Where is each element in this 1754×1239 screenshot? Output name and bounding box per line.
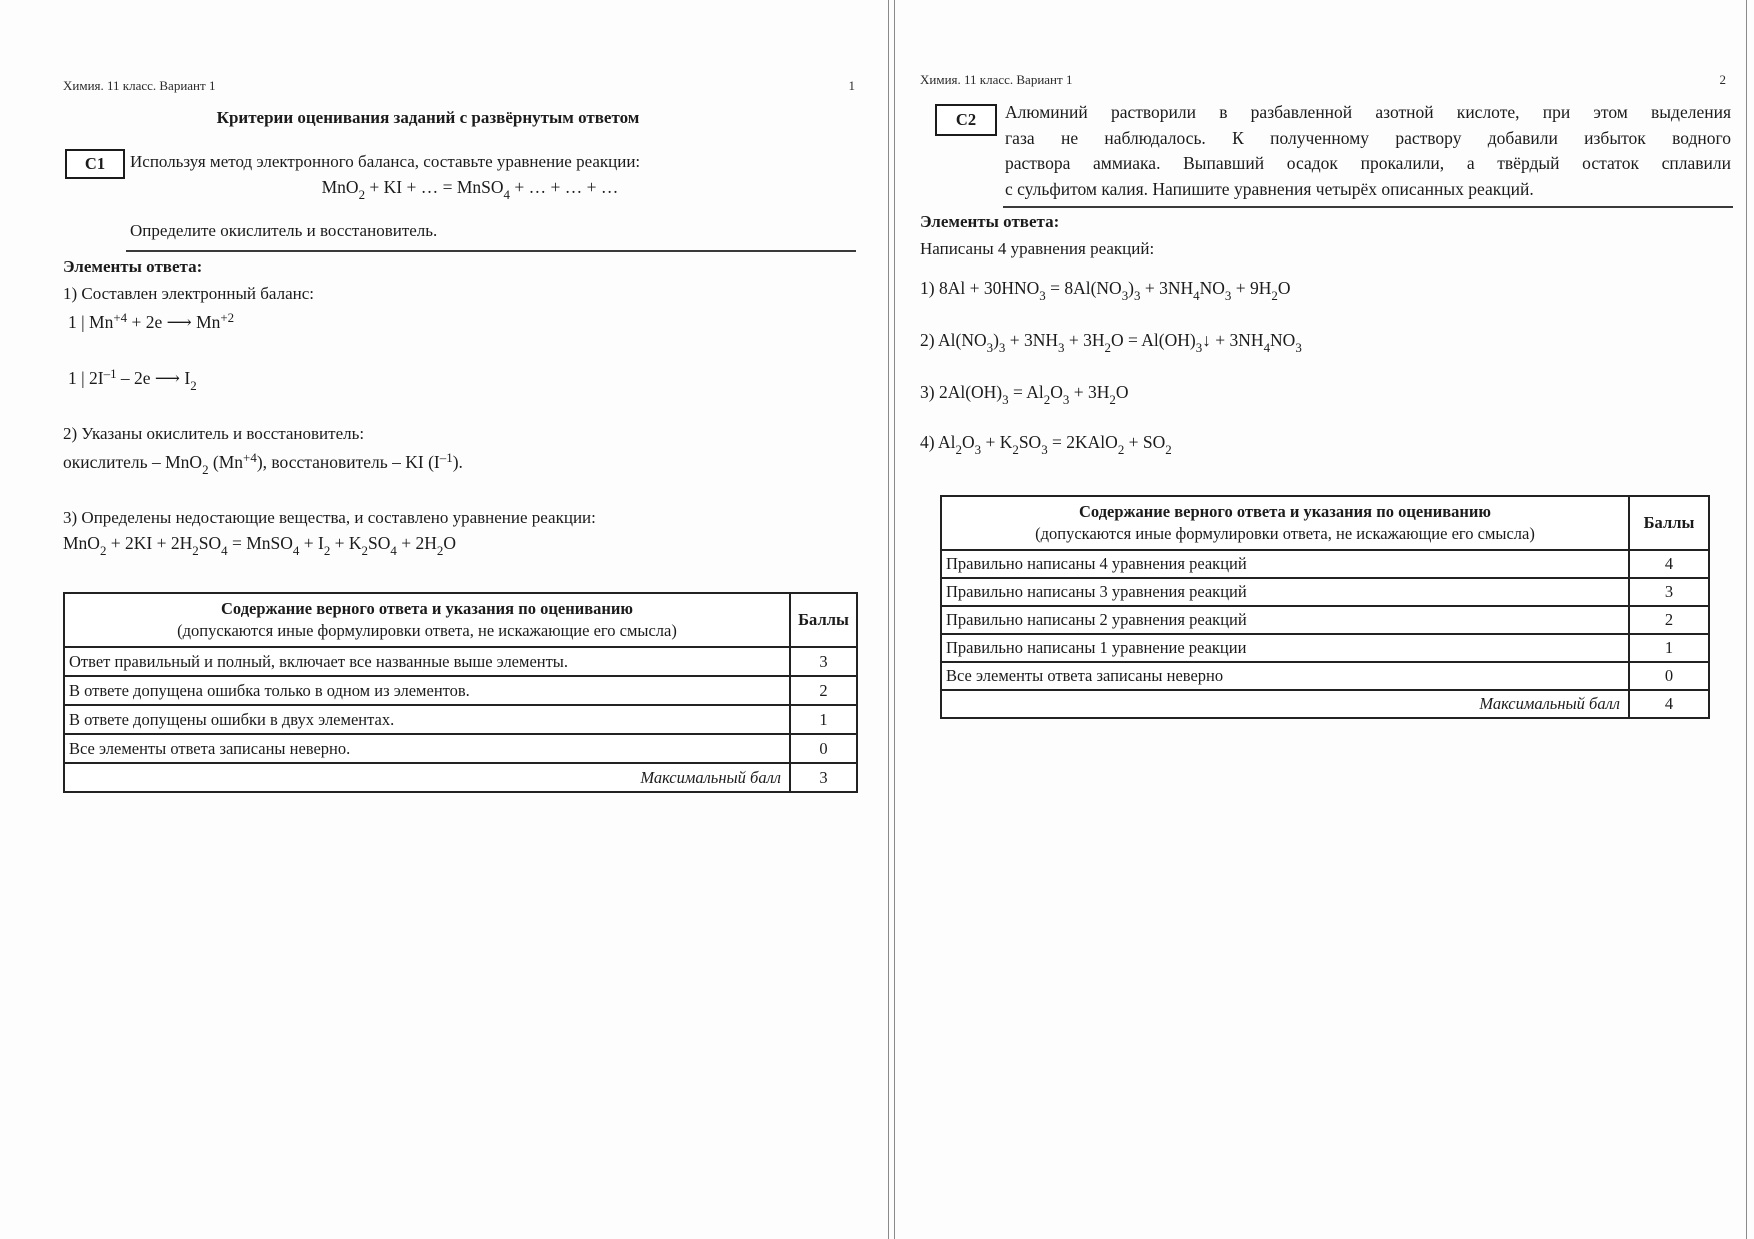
score-value: 0 xyxy=(1629,662,1709,690)
page2-page-number: 2 xyxy=(1719,72,1726,87)
page1-answer-item2: 2) Указаны окислитель и восстановитель: xyxy=(63,424,365,443)
page2-running-title: Химия. 11 класс. Вариант 1 xyxy=(920,72,1073,87)
criteria-text: Ответ правильный и полный, включает все названные выше элементы. xyxy=(64,647,790,676)
task-c1-underline xyxy=(126,250,856,252)
table-row xyxy=(941,606,1709,634)
score-value: 1 xyxy=(1629,634,1709,662)
table-row xyxy=(941,662,1709,690)
page2-equation-2: 2) $Al(NO_3)_3 + 3NH_3 + 3H_2O$ = $Al(OH)_3↓ + 3NH_4NO_3$ xyxy=(920,330,1302,355)
table-row xyxy=(64,734,857,763)
score-value: 4 xyxy=(1629,550,1709,578)
task-c2-text xyxy=(1005,100,1731,202)
page2-answer-heading: Элементы ответа: xyxy=(920,212,1060,231)
table-row xyxy=(64,676,857,705)
page-separator-line-left xyxy=(888,0,889,1239)
table-row xyxy=(941,634,1709,662)
task-c2-underline xyxy=(1003,206,1733,208)
table-row xyxy=(941,550,1709,578)
score-value: 2 xyxy=(1629,606,1709,634)
score-value: 3 xyxy=(790,647,857,676)
page2-equation-4: 4) $Al_2O_3 + K_2SO_3$ = 2KAlO$_2$ + $SO_2$ xyxy=(920,432,1172,457)
criteria-text: Все элементы ответа записаны неверно xyxy=(941,662,1629,690)
table-row xyxy=(64,705,857,734)
electron-balance-line1: 1 | $Mn^{+4} + 2e$ ⟶ $Mn^{+2}$ xyxy=(68,309,235,332)
page2-answer-intro: Написаны 4 уравнения реакций: xyxy=(920,239,1155,258)
page1-answer-item1: 1) Составлен электронный баланс: xyxy=(63,284,314,303)
page2-running-header-row xyxy=(920,72,1726,88)
page1-table-header-row xyxy=(64,593,857,647)
page2-table-header-main: Содержание верного ответа и указания по оцениванию xyxy=(1079,501,1491,521)
page1-title: Критерии оценивания заданий с развёрнутым ответом xyxy=(216,108,640,127)
max-score-label: Максимальный балл xyxy=(64,763,790,792)
page2-table-header-sub: (допускаются иные формулировки ответа, не искажающие его смысла) xyxy=(1035,524,1535,543)
page2-table-header-score: Баллы xyxy=(1629,496,1709,550)
page1-table-header-content xyxy=(64,593,790,647)
page1-answer-heading: Элементы ответа: xyxy=(63,257,203,276)
page2-table-header-content xyxy=(941,496,1629,550)
task-c2-text-line2: газа не наблюдалось. К полученному раствору добавили избыток водного xyxy=(1005,127,1731,148)
task-c1-prompt: Используя метод электронного баланса, составьте уравнение реакции: xyxy=(130,152,641,171)
page2-criteria-table xyxy=(940,495,1710,719)
criteria-text: Все элементы ответа записаны неверно. xyxy=(64,734,790,763)
page1-criteria-table xyxy=(63,592,858,793)
page2-table-header-row xyxy=(941,496,1709,550)
task-c1-label: С1 xyxy=(84,154,106,173)
criteria-text: Правильно написаны 3 уравнения реакций xyxy=(941,578,1629,606)
criteria-text: Правильно написаны 1 уравнение реакции xyxy=(941,634,1629,662)
page1-table-header-sub: (допускаются иные формулировки ответа, не искажающие его смысла) xyxy=(177,621,677,640)
page1-table-header-main: Содержание верного ответа и указания по оцениванию xyxy=(221,598,633,618)
page2-equation-3: 3) $2Al(OH)_3 = Al_2O_3 + 3H_2O$ xyxy=(920,382,1129,407)
page-2 xyxy=(895,0,1754,1239)
table-row xyxy=(64,647,857,676)
score-value: 3 xyxy=(1629,578,1709,606)
task-c1-prompt2: Определите окислитель и восстановитель. xyxy=(130,221,438,240)
page1-answer-item3-equation: $MnO_2 + 2KI + 2H_2SO_4$ = MnSO$_4$ + $I_2 + K_2SO_4 + 2H_2O$ xyxy=(63,533,456,558)
task-c2-text-line1: Алюминий растворили в разбавленной азотной кислоте, при этом выделения xyxy=(1005,102,1731,122)
task-c2-text-line3: раствора аммиака. Выпавший осадок прокалили, а твёрдый остаток сплавили xyxy=(1005,153,1731,173)
page1-running-header-row xyxy=(63,78,855,94)
score-value: 2 xyxy=(790,676,857,705)
page1-page-number: 1 xyxy=(848,78,855,93)
criteria-text: Правильно написаны 4 уравнения реакций xyxy=(941,550,1629,578)
max-score-label: Максимальный балл xyxy=(941,690,1629,718)
page1-answer-item3: 3) Определены недостающие вещества, и составлено уравнение реакции: xyxy=(63,508,596,527)
task-c2-box xyxy=(935,104,997,136)
task-c2-label: С2 xyxy=(955,110,977,129)
criteria-text: Правильно написаны 2 уравнения реакций xyxy=(941,606,1629,634)
electron-balance-line2: 1 | $2I^{-1} - 2e$ ⟶ $I_2$ xyxy=(68,365,197,393)
criteria-text: В ответе допущена ошибка только в одном из элементов. xyxy=(64,676,790,705)
task-c2-text-line4: с сульфитом калия. Напишите уравнения четырёх описанных реакций. xyxy=(1005,178,1534,199)
task-c1-equation: MnO$_2$ + KI + … = MnSO$_4$ + … + … + … xyxy=(321,177,619,202)
max-score-value: 4 xyxy=(1629,690,1709,718)
score-value: 1 xyxy=(790,705,857,734)
max-score-row xyxy=(941,690,1709,718)
task-c1-box xyxy=(65,149,125,179)
max-score-row xyxy=(64,763,857,792)
page1-running-title: Химия. 11 класс. Вариант 1 xyxy=(63,78,216,93)
score-value: 0 xyxy=(790,734,857,763)
max-score-value: 3 xyxy=(790,763,857,792)
criteria-text: В ответе допущены ошибки в двух элементах. xyxy=(64,705,790,734)
table-row xyxy=(941,578,1709,606)
page2-equation-1: 1) $8Al + 30HNO_3 = 8Al(NO_3)_3 + 3NH_4NO_3 + 9H_2O$ xyxy=(920,278,1291,303)
page1-table-header-score: Баллы xyxy=(790,593,857,647)
page1-answer-item2-detail: окислитель – MnO$_2$ $(Mn^{+4})$, восстановитель – KI $(I^{-1})$. xyxy=(63,449,463,477)
